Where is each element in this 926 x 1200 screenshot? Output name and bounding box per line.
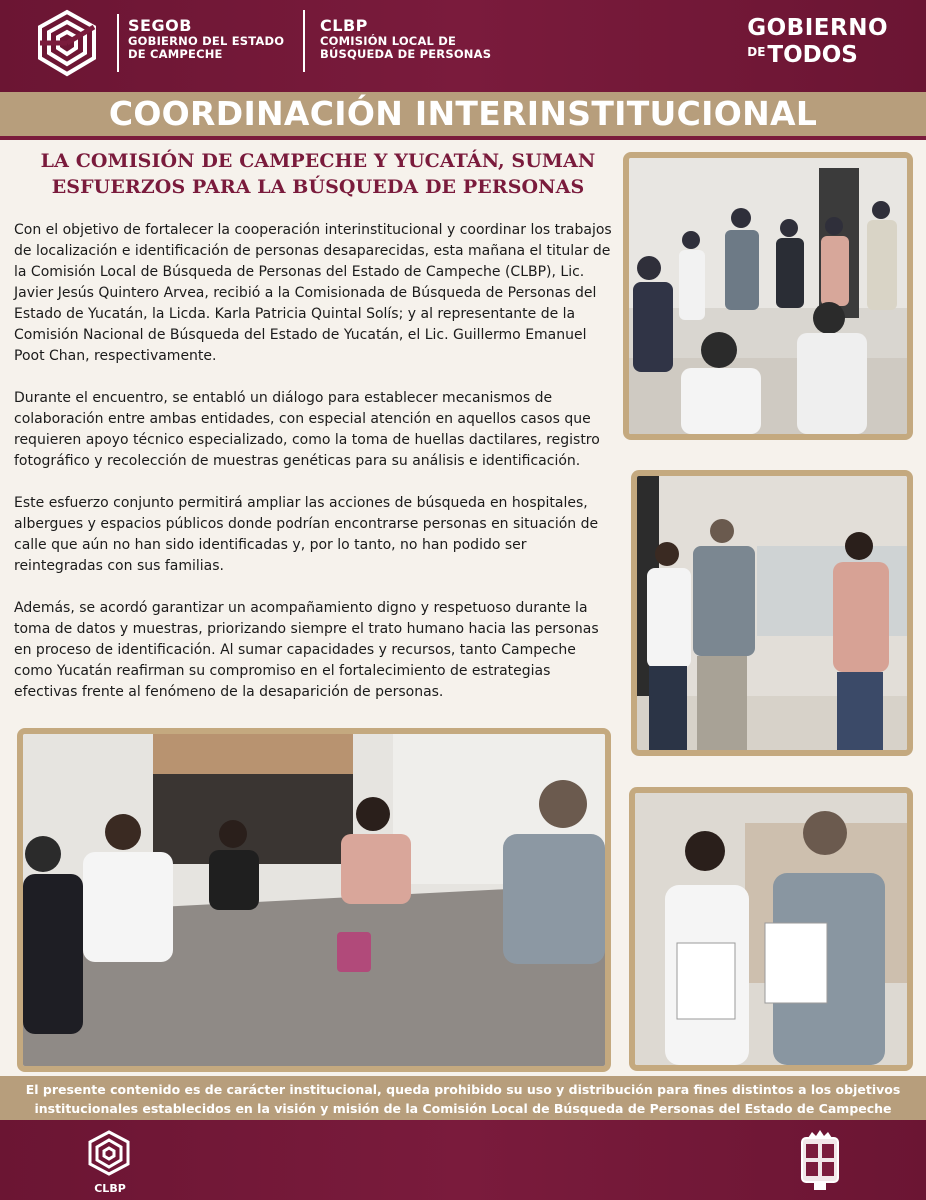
paragraph-3: Este esfuerzo conjunto permitirá ampliar las acciones de búsqueda en hospitales, albergues y espacios públicos donde podrían encontrarse personas en situación de calle que aún no han sido identificadas y, por lo tanto, no han podido ser reintegradas con sus familias. [14, 495, 599, 574]
photo-group-meeting [623, 152, 913, 440]
banner-underline [0, 136, 926, 140]
headline-line-2: ESFUERZOS PARA LA BÚSQUEDA DE PERSONAS [51, 176, 585, 198]
gob-line-2 [747, 40, 888, 67]
disclaimer-line-2: institucionales establecidos en la visión y misión de la Comisión Local de Búsqueda de Personas del Estado de Campeche [34, 1101, 892, 1116]
segob-block [128, 16, 284, 61]
disclaimer-bar [0, 1076, 926, 1120]
gob-line-1: GOBIERNO [747, 15, 888, 41]
clbp-footer-logo-icon [84, 1128, 134, 1178]
clbp-block [320, 16, 491, 61]
clbp-logo-icon [30, 6, 104, 80]
clbp-line-1: COMISIÓN LOCAL DE [320, 34, 457, 48]
paragraph-1: Con el objetivo de fortalecer la cooperación interinstitucional y coordinar los trabajos de localización e identificación de personas desaparecidas, esta mañana el titular de la Comisión Local de Búsqueda de Personas del Estado de Campeche (CLBP), Lic. Javier Jesús Quintero Arvea, recibió a la Comisionada de Búsqueda de Personas del Estado de Yucatán, la Licda. Karla Patricia Quintal Solís; y al representante de la Comisión Nacional de Búsqueda del Estado de Yucatán, el Lic. Guillermo Emanuel Poot Chan, respectivamente. [14, 222, 612, 364]
headline-line-1: LA COMISIÓN DE CAMPECHE Y YUCATÁN, SUMAN [40, 150, 596, 172]
clbp-line-2: BÚSQUEDA DE PERSONAS [320, 47, 492, 61]
section-banner: COORDINACIÓN INTERINSTITUCIONAL [0, 92, 926, 136]
footer-bar [0, 1120, 926, 1200]
gob-de: DE [747, 45, 766, 59]
header-divider [117, 14, 119, 72]
segob-line-2: DE CAMPECHE [128, 47, 223, 61]
gob-todos: TODOS [767, 42, 858, 68]
article-headline [20, 148, 616, 200]
campeche-seal-icon [798, 1130, 842, 1192]
photo-holding-documents [629, 787, 913, 1071]
gobierno-de-todos-logo [747, 16, 888, 67]
header-divider-2 [303, 10, 305, 72]
segob-line-1: GOBIERNO DEL ESTADO [128, 34, 285, 48]
disclaimer-line-1: El presente contenido es de carácter institucional, queda prohibido su uso y distribución para fines distintos a los objetivos [25, 1082, 901, 1097]
footer-logo-label: CLBP [94, 1182, 126, 1195]
photo-table-meeting [17, 728, 611, 1072]
segob-acronym: SEGOB [128, 16, 192, 35]
article-body [14, 220, 618, 724]
paragraph-2: Durante el encuentro, se entabló un diálogo para establecer mecanismos de colaboración entre ambas entidades, con especial atención en aquellos casos que requieren apoyo técnico especializado, como la toma de huellas dactilares, registro fotográfico y recolección de muestras genéticas para su análisis e identificación. [14, 390, 600, 469]
paragraph-4: Además, se acordó garantizar un acompañamiento digno y respetuoso durante la toma de datos y muestras, priorizando siempre el trato humano hacia las personas en proceso de identificación. Al sumar capacidades y recursos, tanto Campeche como Yucatán reafirman su compromiso en el fortalecimiento de estrategias efectivas frente al fenómeno de la desaparición de personas. [14, 600, 599, 700]
clbp-acronym: CLBP [320, 16, 368, 35]
photo-standing-conversation [631, 470, 913, 756]
header-bar [0, 0, 926, 92]
